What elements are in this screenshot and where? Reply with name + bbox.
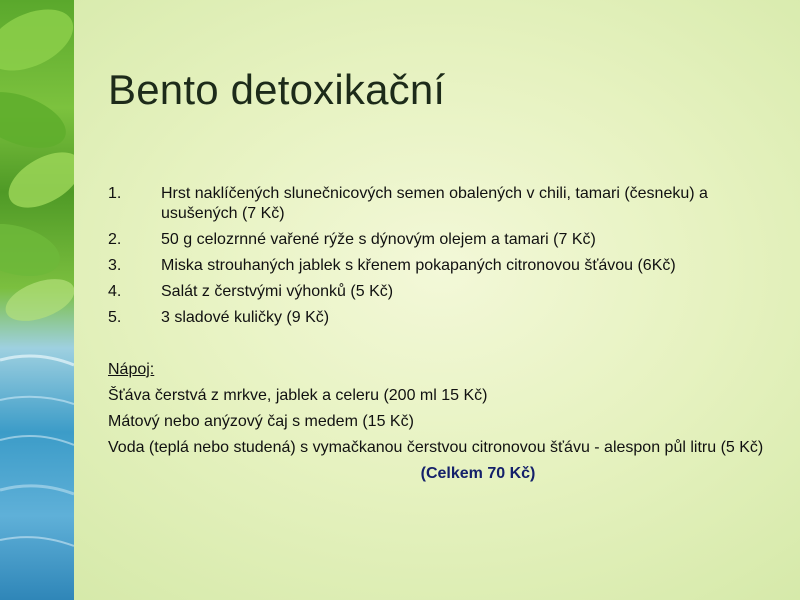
list-number: 3. <box>108 257 122 274</box>
list-item-text: Salát z čerstvými výhonků (5 Kč) <box>161 283 394 300</box>
list-item-text: 50 g celozrnné vařené rýže s dýnovým olejem a tamari (7 Kč) <box>161 231 596 248</box>
drink-item: Šťáva čerstvá z mrkve, jablek a celeru (200 ml 15 Kč) <box>108 387 488 404</box>
list-item <box>108 282 768 302</box>
list-item-text: Hrst naklíčených slunečnicových semen obalených v chili, tamari (česneku) a usušených (7 Kč) <box>161 185 708 222</box>
menu-list <box>108 184 768 328</box>
list-number: 1. <box>108 185 122 202</box>
drink-item: Mátový nebo anýzový čaj s medem (15 Kč) <box>108 413 414 430</box>
list-item <box>108 184 768 224</box>
list-number: 5. <box>108 309 122 326</box>
slide-title: Bento detoxikační <box>108 66 446 113</box>
leaves-water-decoration <box>0 0 74 600</box>
slide-content <box>108 184 768 484</box>
drink-item: Voda (teplá nebo studená) s vymačkanou čerstvou citronovou šťávu - alespon půl litru (5 Kč) <box>108 439 764 456</box>
list-number: 4. <box>108 283 122 300</box>
list-item-text: 3 sladové kuličky (9 Kč) <box>161 309 330 326</box>
list-item-text: Miska strouhaných jablek s křenem pokapaných citronovou šťávou (6Kč) <box>161 257 676 274</box>
drinks-heading: Nápoj: <box>108 361 155 378</box>
list-number: 2. <box>108 231 122 248</box>
list-item <box>108 256 768 276</box>
list-item <box>108 308 768 328</box>
list-item <box>108 230 768 250</box>
total-price: (Celkem 70 Kč) <box>420 465 536 482</box>
